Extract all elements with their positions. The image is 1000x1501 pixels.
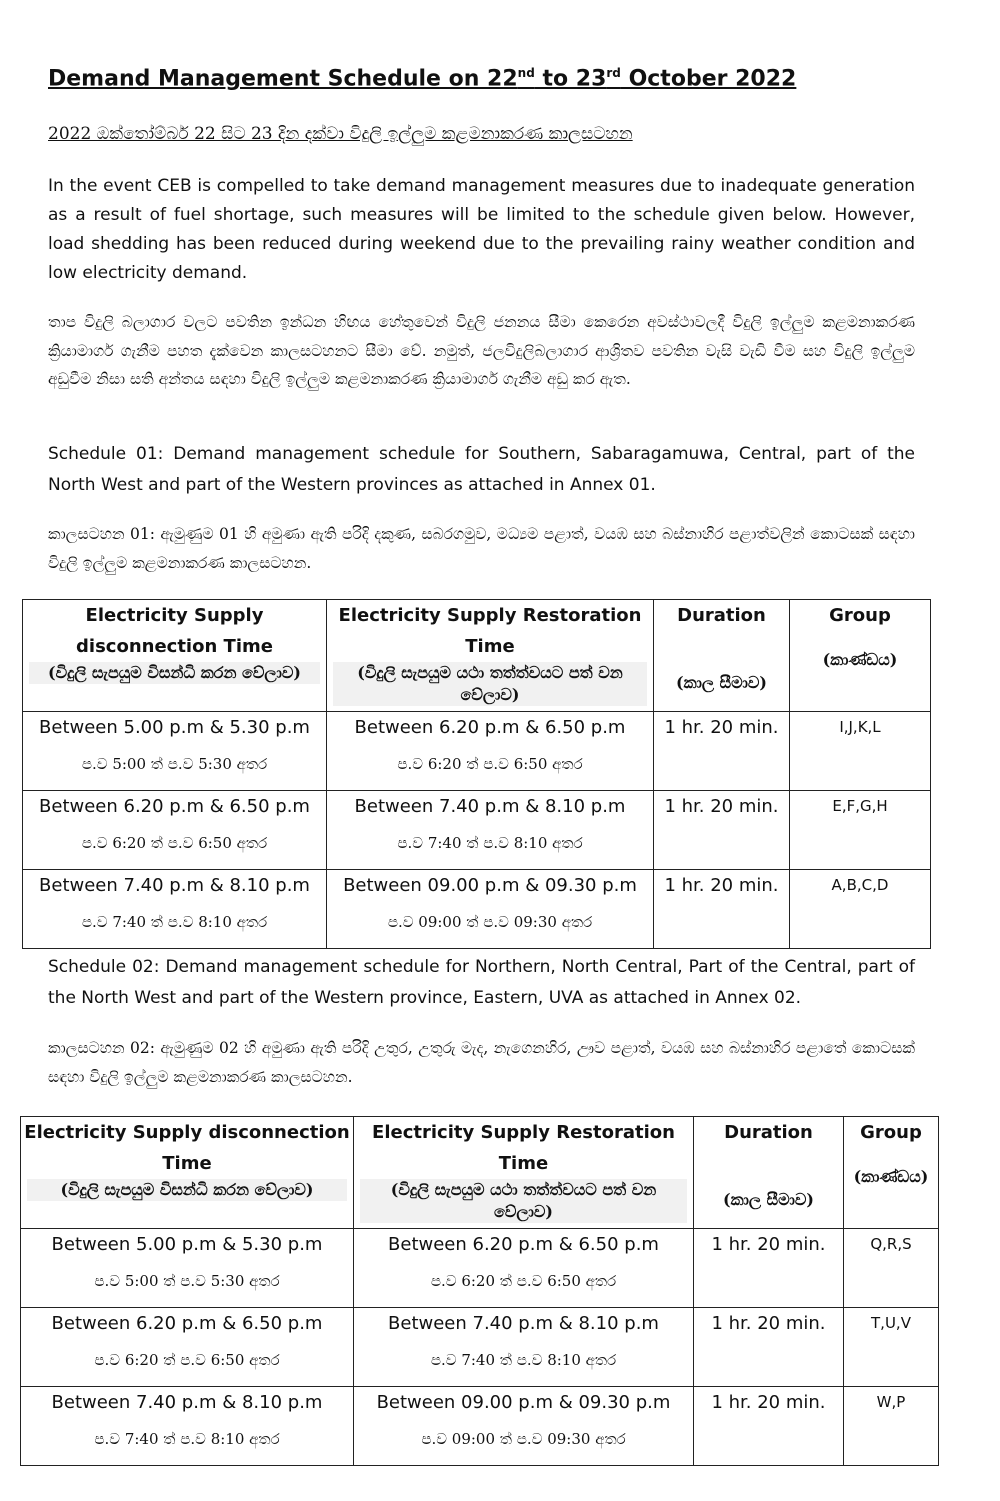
page-subtitle-sinhala: 2022 ඔක්තෝම්බර් 22 සිට 23 දින දක්වා විදුලි ඉල්ලුම කළමනාකරණ කාලසටහන xyxy=(48,124,633,144)
schedule1-table xyxy=(22,599,931,949)
table-row: Between 6.20 p.m & 6.50 p.m ප.ව 6:20 ත් ප.ව 6:50 අතර Between 7.40 p.m & 8.10 p.m ප.ව 7:40 ත් ප.ව 8:10 අතර 1 hr. 20 min. T,U,V xyxy=(21,1308,939,1387)
schedule1-heading-sinhala: කාලසටහන 01: ඇමුණුම 01 හි අමුණා ඇති පරිදි දකුණ, සබරගමුව, මධ්‍යම පළාත්, වයඹ සහ බස්නාහිර පළාත්වලින් කොටසක් සඳහා විදුලි ඉල්ලුම කළමනාකරණ කාලසටහන. xyxy=(48,525,915,572)
column-header-duration: Duration (කාල සීමාව) xyxy=(654,600,790,712)
column-header-restoration: Electricity Supply Restoration Time (විදුලි සැපයුම යථා තත්ත්වයට පත් වන වේලාව) xyxy=(354,1117,694,1229)
intro-paragraph: In the event CEB is compelled to take demand management measures due to inadequate generation as a result of fuel shortage, such measures will be limited to the schedule given below. However, load shedding has been reduced during weekend due to the prevailing rainy weather condition and low electricity demand. xyxy=(48,176,915,283)
schedule1-heading: Schedule 01: Demand management schedule for Southern, Sabaragamuwa, Central, part of the North West and part of the Western provinces as attached in Annex 01. xyxy=(48,444,915,495)
table-header-row xyxy=(21,1117,939,1229)
column-header-disconnection: Electricity Supply disconnection Time (විදුලි සැපයුම විසන්ධි කරන වේලාව) xyxy=(23,600,327,712)
schedule2-heading: Schedule 02: Demand management schedule for Northern, North Central, Part of the Central, part of the North West and part of the Western province, Eastern, UVA as attached in Annex 02. xyxy=(48,957,915,1008)
intro-paragraph-sinhala: තාප විදුලි බලාගාර වලට පවතින ඉන්ධන හිඟය හේතුවෙන් විදුලි ජනනය සීමා කෙරෙන අවස්ථාවලදී විදුලි ඉල්ලුම කළමනාකරණ ක්‍රියාමාර්ග ගැනීම පහත දැක්වෙන කාලසටහනට සීමා වේ. නමුත්, ජලවිදුලිබලාගාර ආශ්‍රිතව පවතින වැසි වැඩි වීම සහ විදුලි ඉල්ලුම අඩුවීම නිසා සති අන්තය සඳහා විදුලි ඉල්ලුම කළමනාකරණ ක්‍රියාමාර්ග ගැනීම අඩු කර ඇත. xyxy=(48,313,915,388)
table-row: Between 7.40 p.m & 8.10 p.m ප.ව 7:40 ත් ප.ව 8:10 අතර Between 09.00 p.m & 09.30 p.m ප.ව 09:00 ත් ප.ව 09:30 අතර 1 hr. 20 min. A,B,C,D xyxy=(23,870,931,949)
schedule2-heading-sinhala: කාලසටහන 02: ඇමුණුම 02 හි අමුණා ඇති පරිදි උතුර, උතුරු මැද, නැගෙනහිර, ඌව පළාත්, වයඹ සහ බස්නාහිර පළාතේ කොටසක් සඳහා විදුලි ඉල්ලුම කළමනාකරණ කාලසටහන. xyxy=(48,1039,915,1086)
table-row: Between 5.00 p.m & 5.30 p.m ප.ව 5:00 ත් ප.ව 5:30 අතර Between 6.20 p.m & 6.50 p.m ප.ව 6:20 ත් ප.ව 6:50 අතර 1 hr. 20 min. I,J,K,L xyxy=(23,712,931,791)
column-header-group: Group (කාණ්ඩය) xyxy=(844,1117,939,1229)
table-row: Between 7.40 p.m & 8.10 p.m ප.ව 7:40 ත් ප.ව 8:10 අතර Between 09.00 p.m & 09.30 p.m ප.ව 09:00 ත් ප.ව 09:30 අතර 1 hr. 20 min. W,P xyxy=(21,1387,939,1466)
column-header-duration: Duration (කාල සීමාව) xyxy=(694,1117,844,1229)
column-header-disconnection: Electricity Supply disconnection Time (විදුලි සැපයුම විසන්ධි කරන වේලාව) xyxy=(21,1117,354,1229)
table-row: Between 5.00 p.m & 5.30 p.m ප.ව 5:00 ත් ප.ව 5:30 අතර Between 6.20 p.m & 6.50 p.m ප.ව 6:20 ත් ප.ව 6:50 අතර 1 hr. 20 min. Q,R,S xyxy=(21,1229,939,1308)
table-row: Between 6.20 p.m & 6.50 p.m ප.ව 6:20 ත් ප.ව 6:50 අතර Between 7.40 p.m & 8.10 p.m ප.ව 7:40 ත් ප.ව 8:10 අතර 1 hr. 20 min. E,F,G,H xyxy=(23,791,931,870)
column-header-restoration: Electricity Supply Restoration Time (විදුලි සැපයුම යථා තත්ත්වයට පත් වන වේලාව) xyxy=(327,600,654,712)
column-header-group: Group (කාණ්ඩය) xyxy=(790,600,931,712)
schedule2-table xyxy=(20,1116,939,1466)
table-header-row xyxy=(23,600,931,712)
page-title: Demand Management Schedule on 22nd to 23rd October 2022 xyxy=(48,66,797,92)
